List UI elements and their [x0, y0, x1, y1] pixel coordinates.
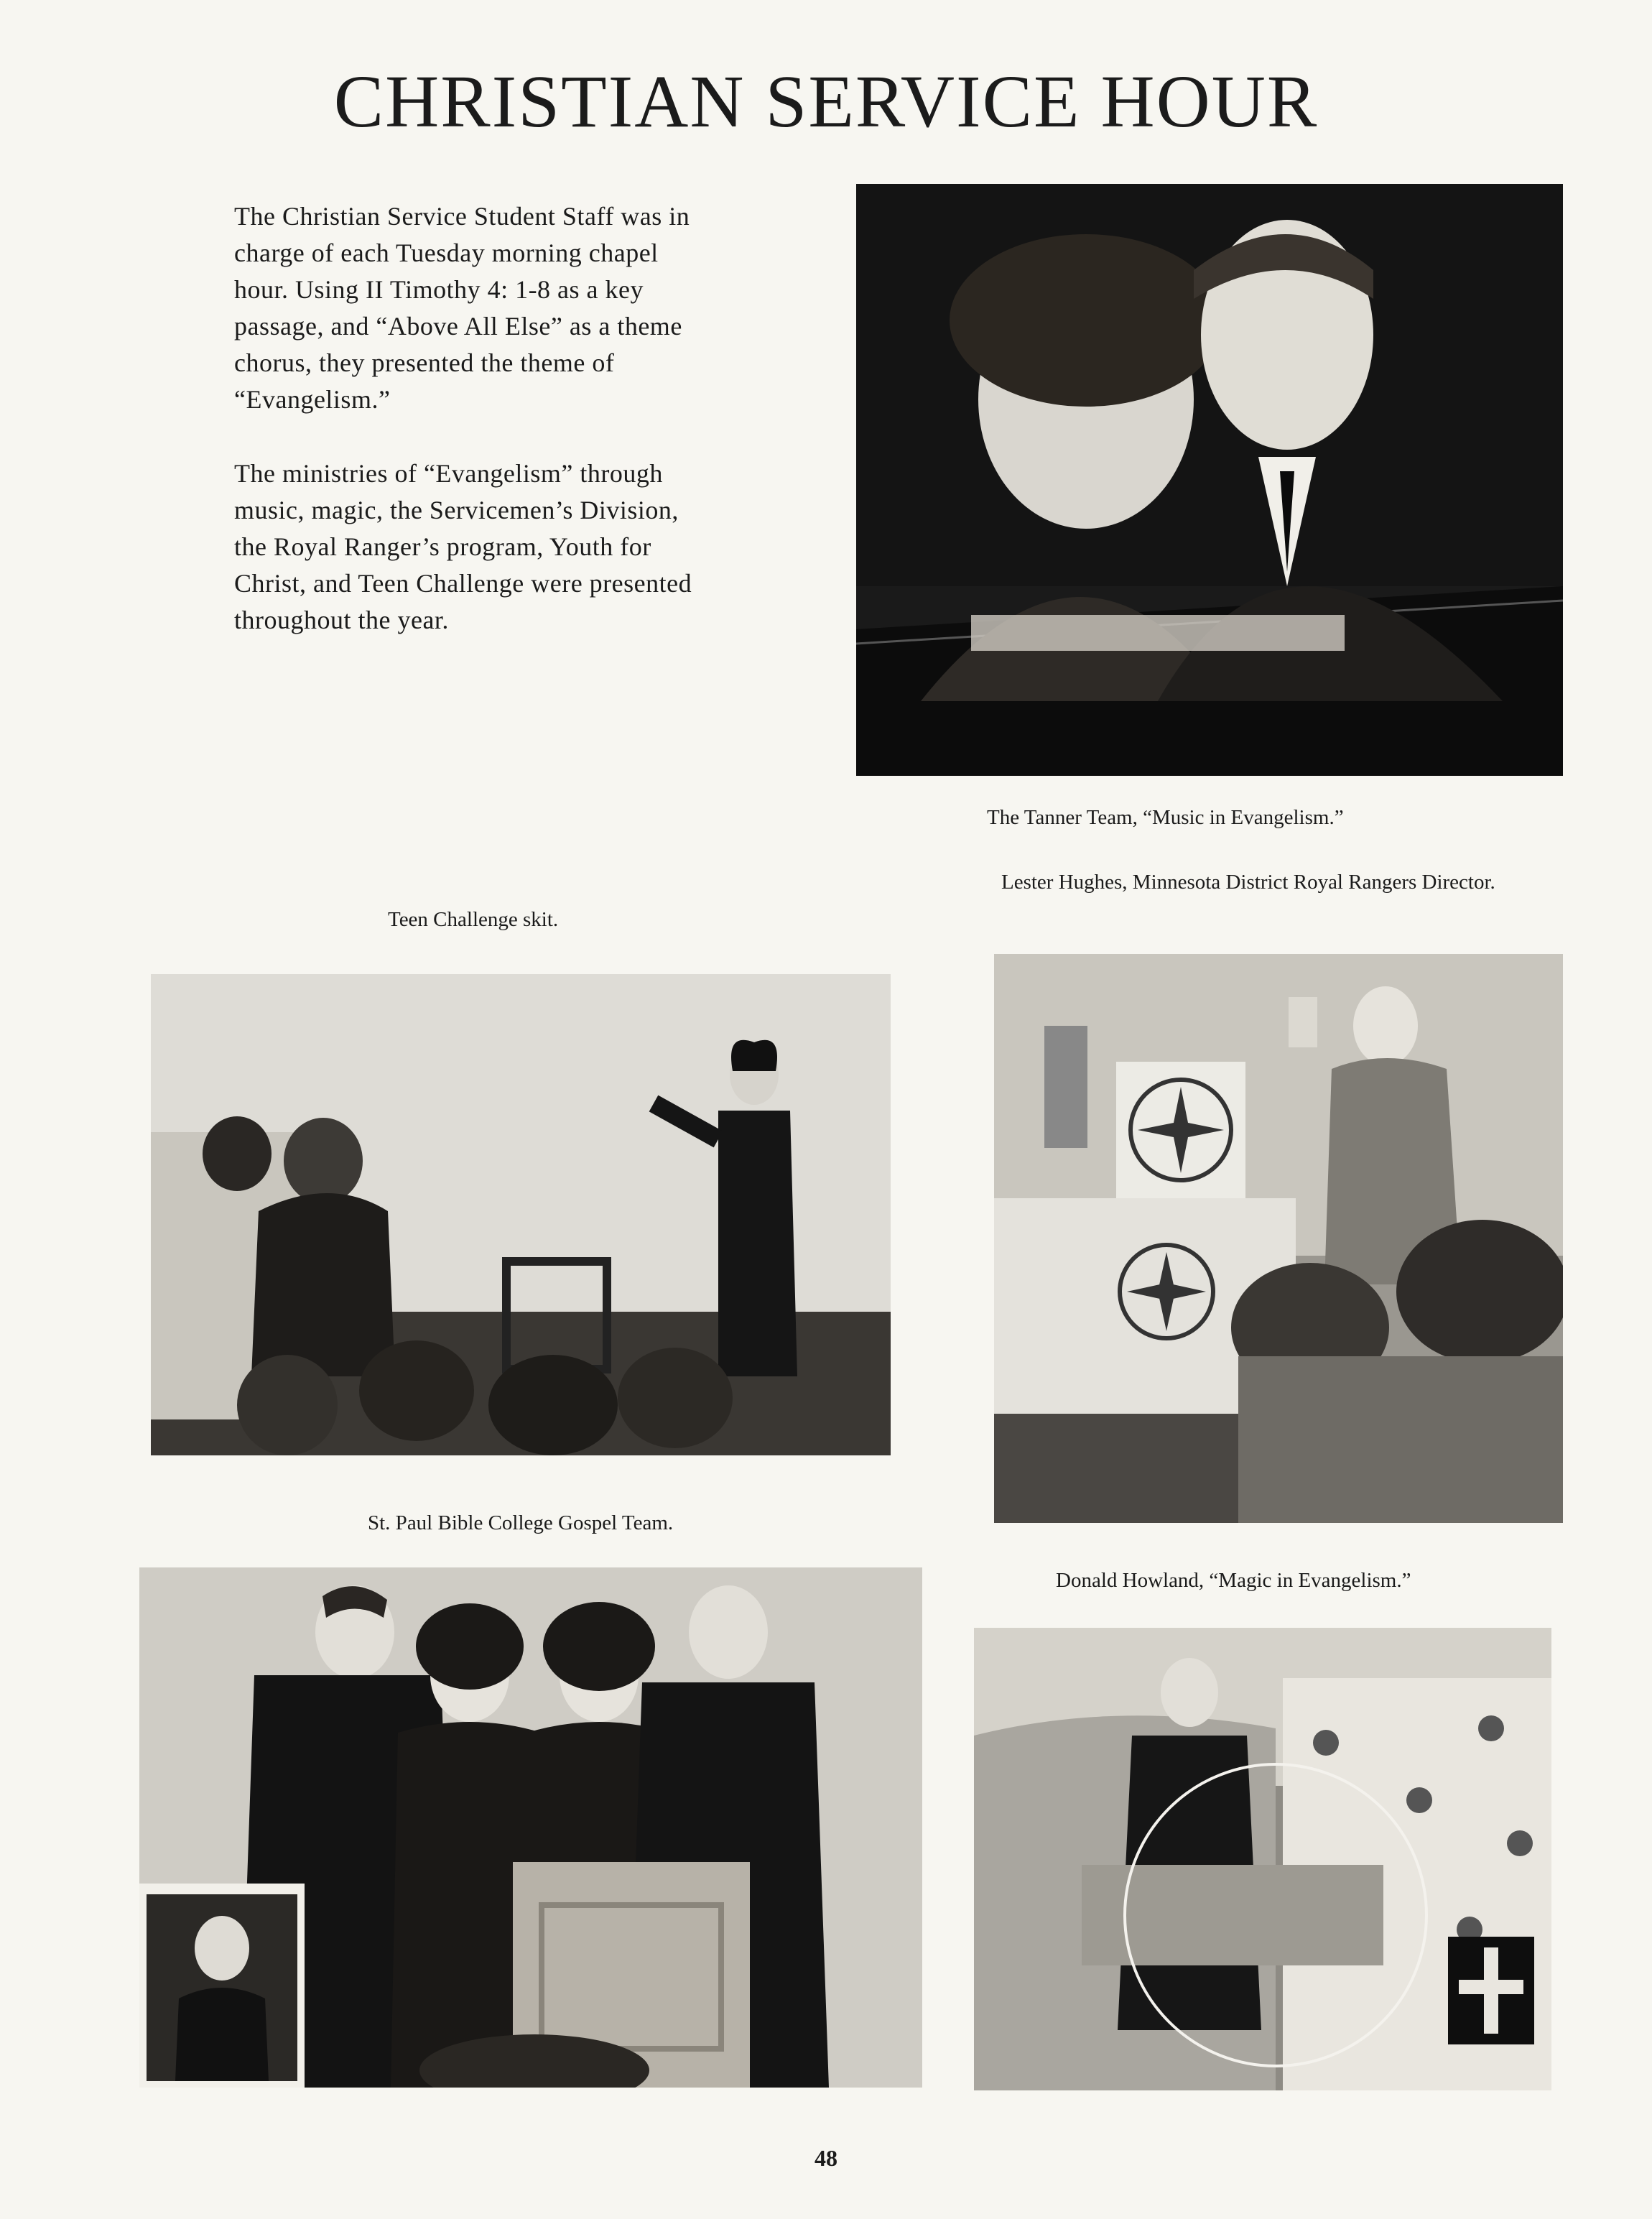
donald-howland-caption: Donald Howland, “Magic in Evangelism.” — [1056, 1569, 1411, 1592]
gospel-team-caption: St. Paul Bible College Gospel Team. — [368, 1511, 674, 1534]
page-title: CHRISTIAN SERVICE HOUR — [333, 60, 1319, 143]
tanner-team-photo — [856, 184, 1563, 776]
royal-rangers-photo — [994, 954, 1563, 1523]
teen-challenge-photo — [151, 974, 891, 1455]
magic-in-evangelism-photo — [974, 1628, 1551, 2090]
tanner-team-caption: The Tanner Team, “Music in Evangelism.” — [987, 806, 1344, 829]
gospel-team-photo — [139, 1567, 922, 2088]
page-number: 48 — [815, 2145, 837, 2171]
ministries-paragraph: The ministries of “Evangelism” through music, magic, the Servicemen’s Division, the Royal Ranger’s program, Youth for Christ, and Teen Challenge were presented throughout the year. — [234, 459, 692, 634]
intro-paragraph: The Christian Service Student Staff was in charge of each Tuesday morning chapel hour. Using II Timothy 4: 1-8 as a key passage, and “Above All Else” as a theme chorus, they presented the theme of “Evangelism.” — [234, 202, 690, 414]
teen-challenge-caption: Teen Challenge skit. — [388, 908, 559, 931]
lester-hughes-caption: Lester Hughes, Minnesota District Royal Rangers Director. — [1001, 871, 1495, 894]
